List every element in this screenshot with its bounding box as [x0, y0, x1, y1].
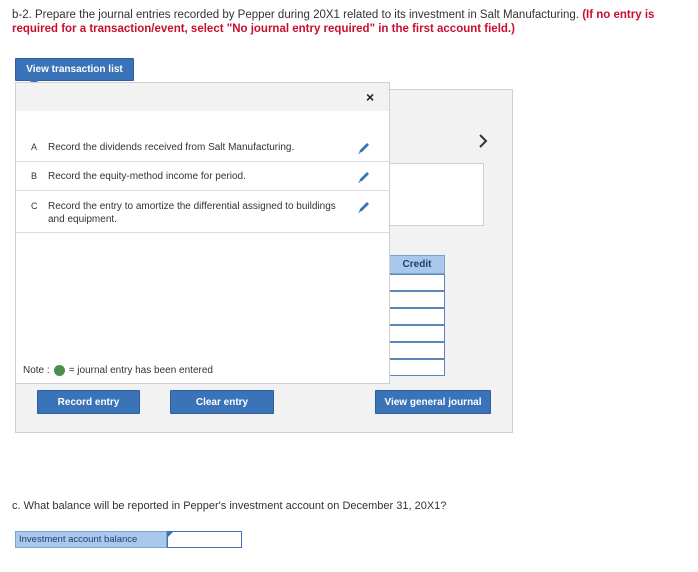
- popup-header: [16, 83, 389, 111]
- investment-balance-input[interactable]: [167, 531, 242, 548]
- question-c: c. What balance will be reported in Pepper's investment account on December 31, 20X1?: [12, 500, 447, 512]
- transaction-list-popup: [15, 82, 390, 384]
- transaction-letter: B: [31, 171, 38, 181]
- view-general-journal-button[interactable]: View general journal: [375, 390, 491, 414]
- credit-column-header: Credit: [389, 255, 445, 274]
- instructions: [12, 8, 682, 36]
- investment-balance-label: Investment account balance: [15, 531, 167, 548]
- clear-entry-button[interactable]: Clear entry: [170, 390, 274, 414]
- credit-input[interactable]: [389, 291, 445, 308]
- instructions-note: (If no entry is required for a transaction/event, select "No journal entry required" in the first account field.): [12, 9, 655, 35]
- note-text: = journal entry has been entered: [68, 365, 213, 376]
- credit-input[interactable]: [389, 308, 445, 325]
- pencil-icon[interactable]: [356, 169, 372, 185]
- close-icon[interactable]: ×: [366, 89, 375, 105]
- view-transaction-list-button[interactable]: View transaction list: [15, 58, 134, 81]
- transaction-description: Record the dividends received from Salt Manufacturing.: [48, 142, 295, 153]
- transaction-row-a[interactable]: [16, 133, 389, 162]
- note-prefix: Note :: [23, 365, 50, 376]
- transaction-letter: A: [31, 142, 38, 152]
- transaction-description: Record the entry to amortize the differential assigned to buildings and equipment.: [48, 201, 336, 225]
- transaction-row-c[interactable]: [16, 191, 389, 233]
- record-entry-button[interactable]: Record entry: [37, 390, 140, 414]
- credit-input[interactable]: [389, 342, 445, 359]
- credit-input[interactable]: [389, 325, 445, 342]
- credit-input[interactable]: [389, 359, 445, 376]
- credit-input[interactable]: [389, 274, 445, 291]
- transaction-letter: C: [31, 201, 38, 211]
- journal-transaction-box: [389, 163, 484, 226]
- transaction-description: Record the equity-method income for period.: [48, 171, 246, 182]
- instructions-text: b-2. Prepare the journal entries recorded by Pepper during 20X1 related to its investment in Salt Manufacturing.: [12, 9, 583, 21]
- transaction-row-b[interactable]: [16, 162, 389, 191]
- entered-dot-icon: [54, 365, 65, 376]
- chevron-right-icon[interactable]: [478, 134, 488, 153]
- entered-note: [23, 365, 213, 376]
- pencil-icon[interactable]: [356, 140, 372, 156]
- pencil-icon[interactable]: [356, 199, 372, 215]
